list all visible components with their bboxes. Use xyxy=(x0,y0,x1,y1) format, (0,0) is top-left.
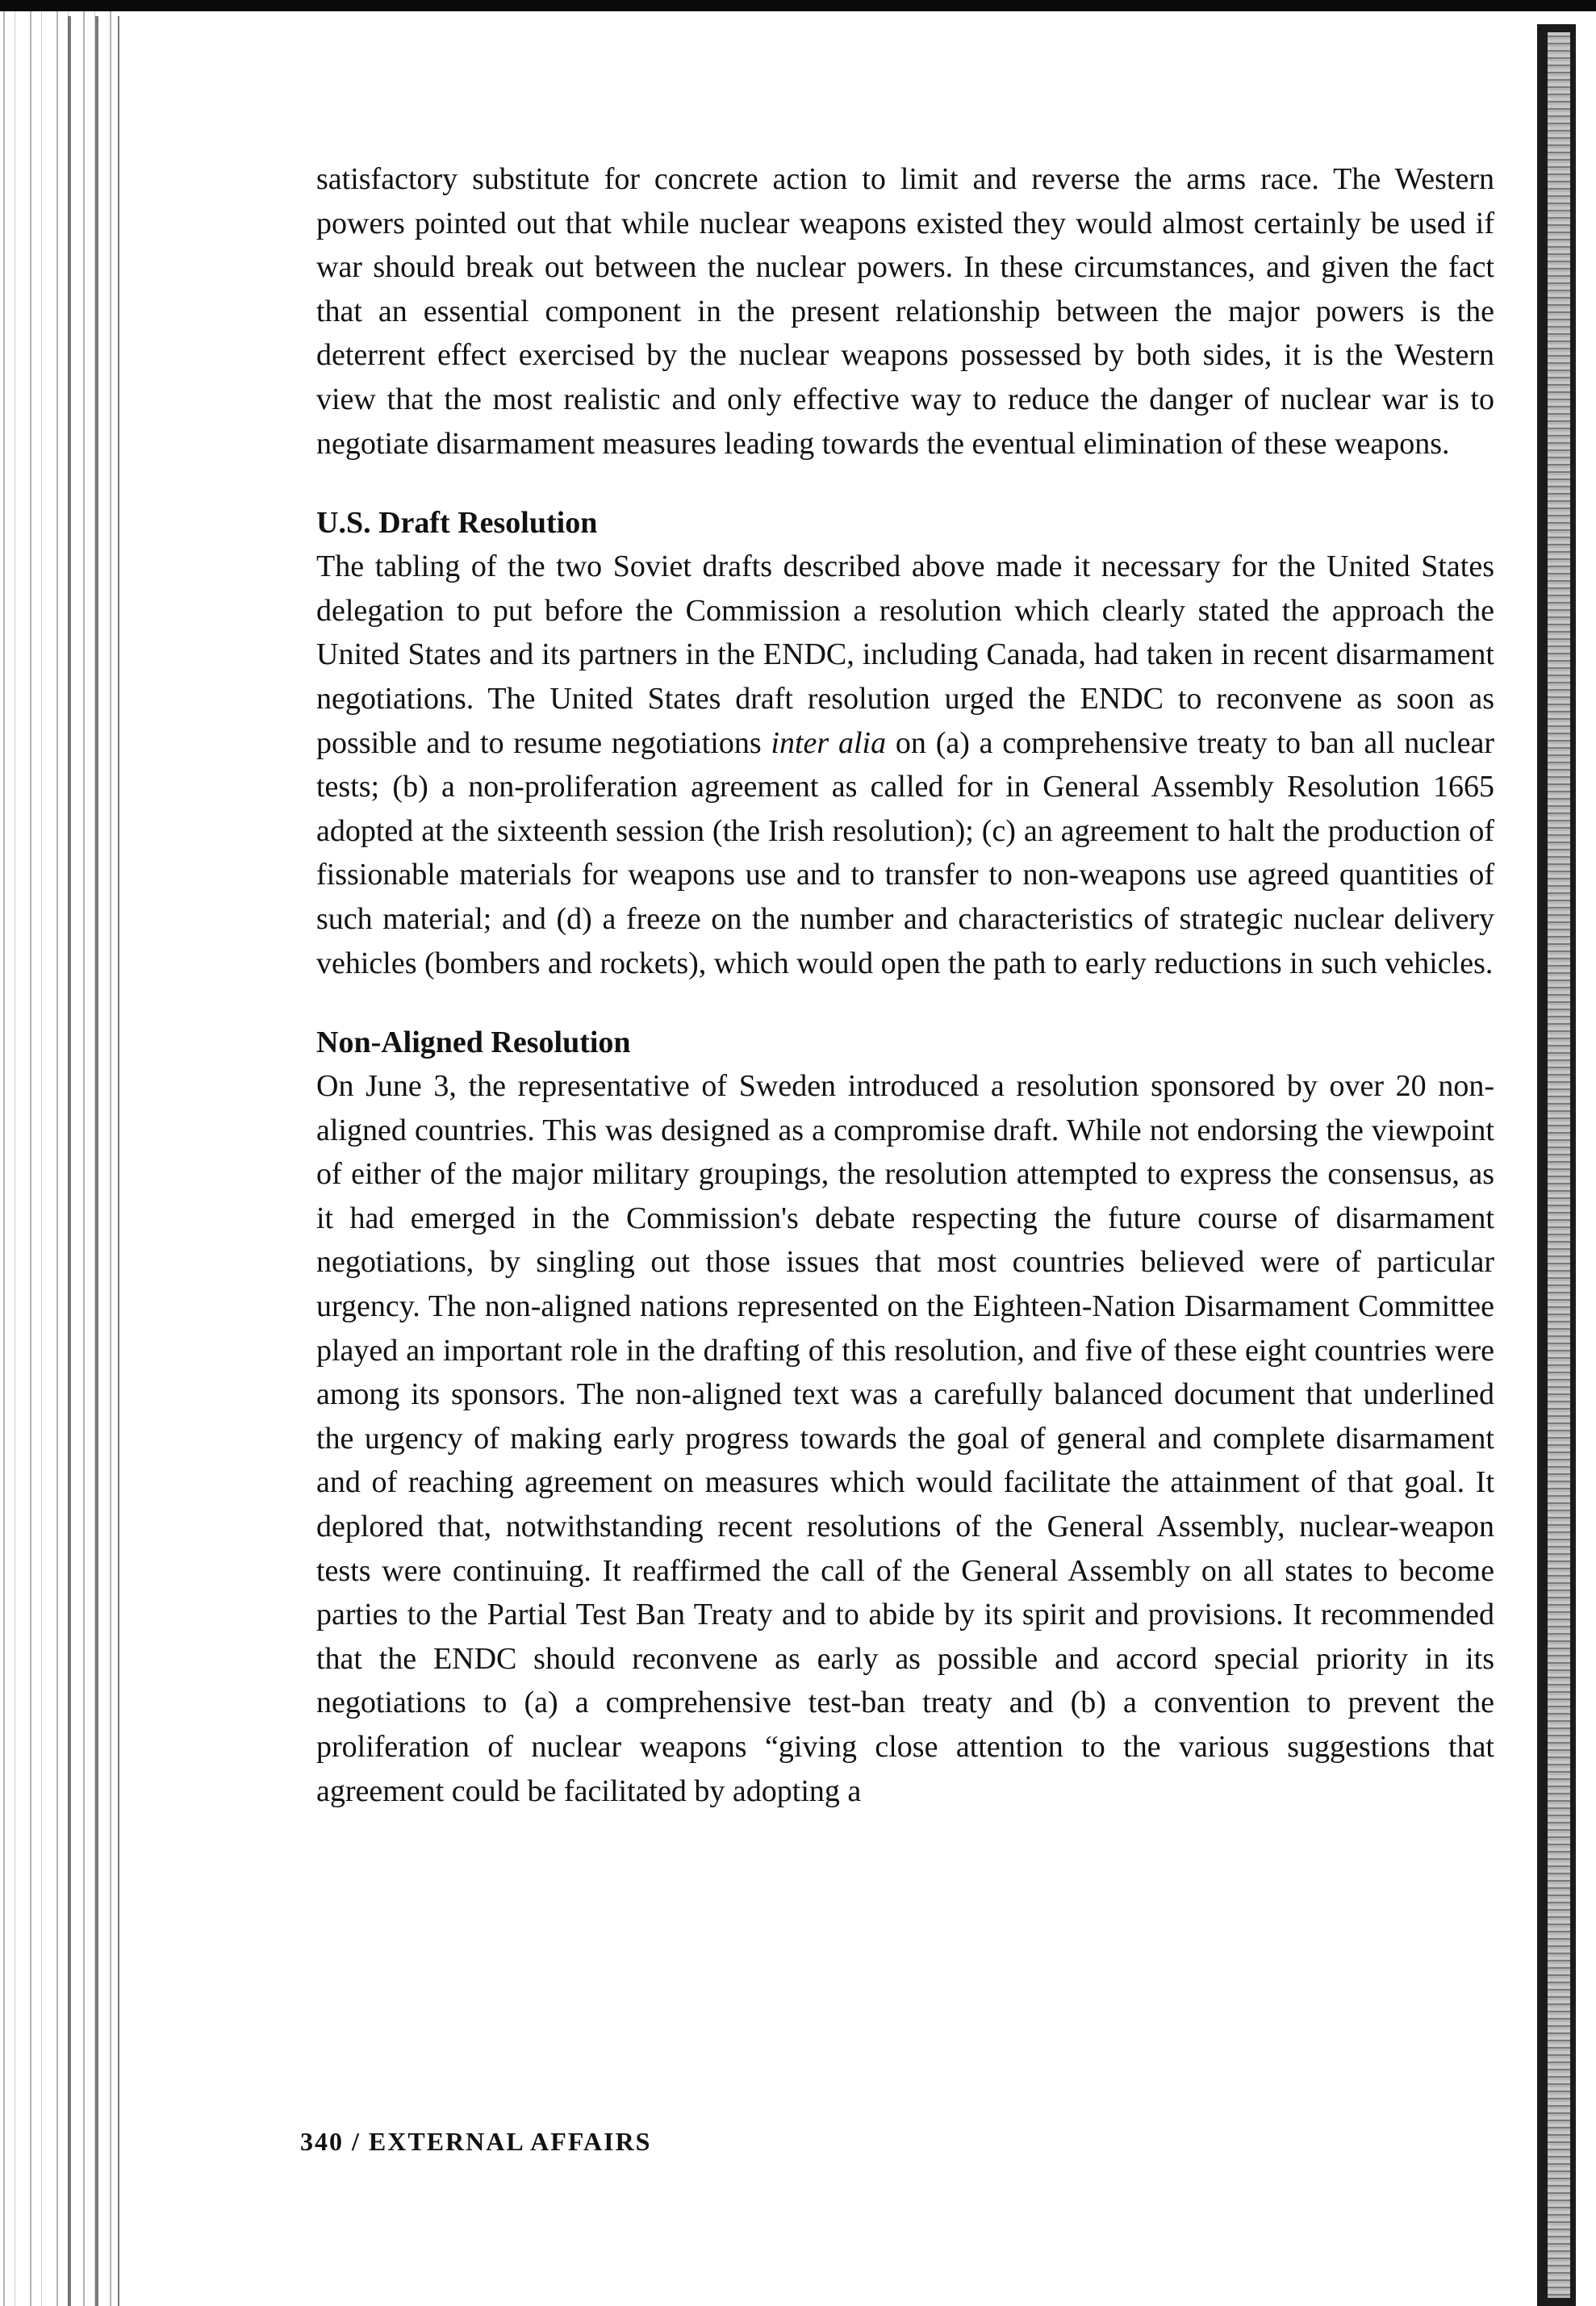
intro-paragraph: satisfactory substitute for concrete action to limit and reverse the arms race. The Western powers pointed out that while nuclear weapons existed they would almost certainly be used if war should break out between the nuclear powers. In these circumstances, and given the fact that an essential component in the present relationship between the major powers is the deterrent effect exercised by the nuclear weapons possessed by both sides, it is the Western view that the most realistic and only effective way to reduce the danger of nuclear war is to negotiate disarmament measures leading towards the eventual elimination of these weapons. xyxy=(316,162,1494,461)
section-us-draft-resolution xyxy=(316,501,1494,985)
scan-binding-gutter xyxy=(0,11,121,2306)
section-heading: U.S. Draft Resolution xyxy=(316,506,598,541)
scan-gutter-line xyxy=(95,16,98,2306)
footer-separator: / xyxy=(352,2127,361,2156)
section-gap xyxy=(316,466,1494,501)
section-gap xyxy=(316,985,1494,1021)
publication-name: EXTERNAL AFFAIRS xyxy=(368,2127,652,2156)
scan-gutter-line xyxy=(118,16,119,2306)
latin-phrase: inter alia xyxy=(771,725,887,760)
section-paragraph: On June 3, the representative of Sweden introduced a resolution sponsored by over 20 non-aligned countries. This was designed as a compromise draft. While not endorsing the viewpoint of either of the major military groupings, the resolution attempted to express the consensus, as it had emerged in the Commission's debate respecting the future course of disarmament negotiations, by singling out those issues that most countries believed were of particular urgency. The non-aligned nations represented on the Eighteen-Nation Disarmament Committee played an important role in the drafting of this resolution, and five of these eight countries were among its sponsors. The non-aligned text was a carefully balanced document that underlined the urgency of making early progress towards the goal of general and complete disarmament and of reaching agreement on measures which would facilitate the attainment of that goal. It deplored that, notwithstanding recent resolutions of the General Assembly, nuclear-weapon tests were continuing. It reaffirmed the call of the General Assembly on all states to become parties to the Partial Test Ban Treaty and to abide by its spirit and provisions. It recommended that the ENDC should reconvene as early as possible and accord special priority in its negotiations to (a) a comprehensive test-ban treaty and (b) a convention to prevent the proliferation of nuclear weapons “giving close attention to the various suggestions that agreement could be facilitated by adopting a xyxy=(316,1069,1494,1808)
page-number: 340 xyxy=(300,2127,344,2156)
scan-gutter-line xyxy=(68,16,71,2306)
paragraph-text: on (a) a comprehensive treaty to ban all nuclear tests; (b) a non-proliferation agreement as called for in General Assembly Resolution 1665 adopted at the sixteenth session (the Irish resolution); (c) an agreement to halt the production of fissionable materials for weapons use and to transfer to non-weapons use agreed quantities of such material; and (d) a freeze on the number and characteristics of strategic nuclear delivery vehicles (bombers and rockets), which would open the path to early reductions in such vehicles. xyxy=(316,725,1495,980)
scan-top-edge xyxy=(0,0,1596,11)
page-footer xyxy=(300,2127,651,2157)
page-body xyxy=(316,157,1494,1813)
section-non-aligned-resolution xyxy=(316,1021,1494,1813)
section-heading: Non-Aligned Resolution xyxy=(316,1026,631,1060)
scan-right-page-edge-texture xyxy=(1548,32,1570,2298)
section-paragraph xyxy=(316,545,1494,985)
paragraph-text: The tabling of the two Soviet drafts described above made it necessary for the United States delegation to put before the Commission a resolution which clearly stated the approach the United States and its partners in the ENDC, including Canada, had taken in recent disarmament negotiations. The United States draft resolution urged the ENDC to reconvene as soon as possible and to resume negotiations xyxy=(316,549,1494,760)
